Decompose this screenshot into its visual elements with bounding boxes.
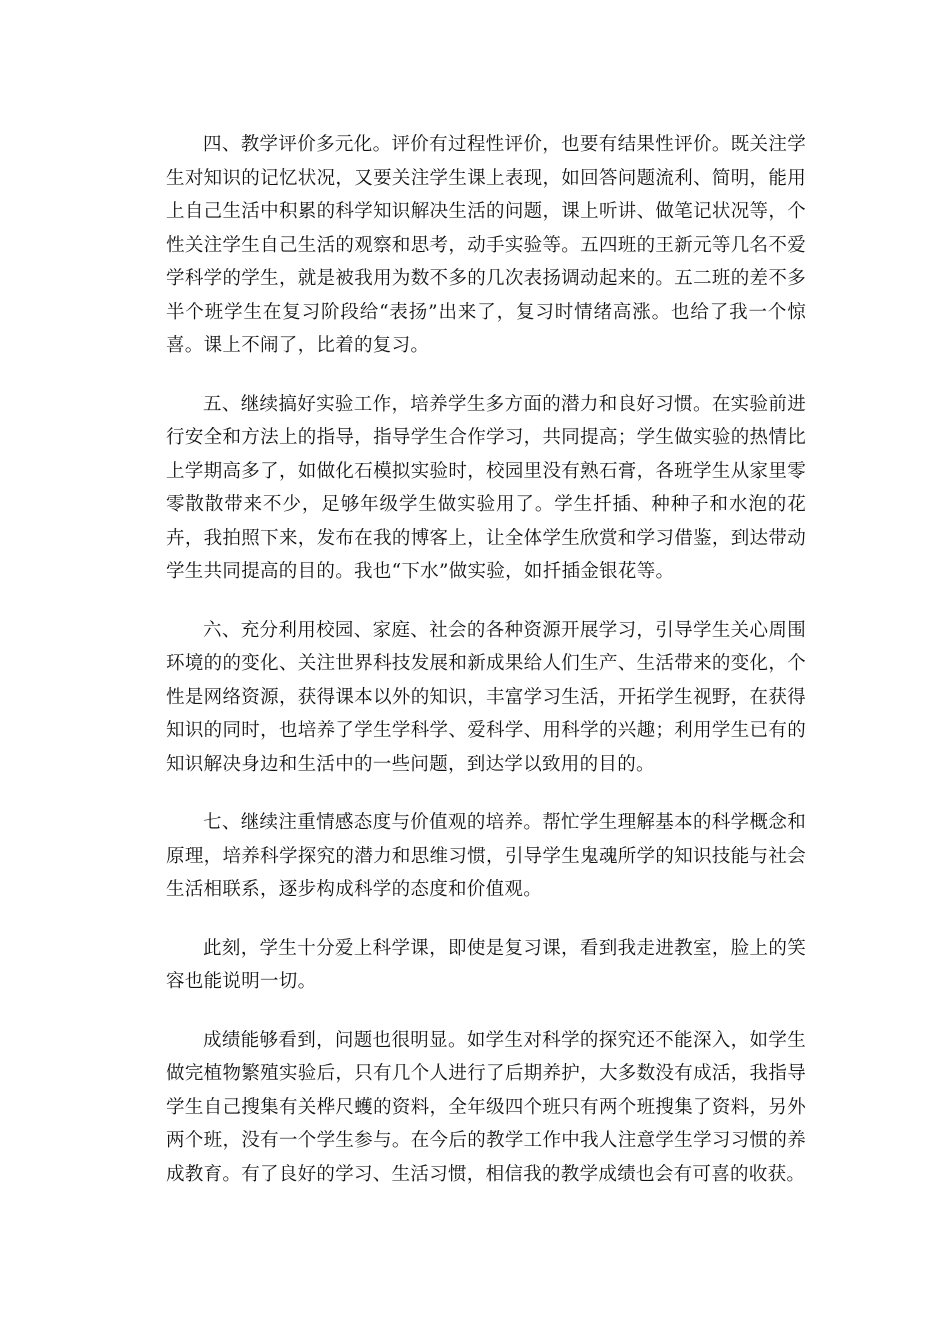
paragraph-experiments: 五、继续搞好实验工作，培养学生多方面的潜力和良好习惯。在实验前进行安全和方法上的指导，指导学生合作学习，共同提高；学生做实验的热情比上学期高多了，如做化石模拟实验时，校园里没有熟石膏，各班学生从家里零零散散带来不少，足够年级学生做实验用了。学生扦插、种种子和水泡的花卉，我拍照下来，发布在我的博客上，让全体学生欣赏和学习借鉴，到达带动学生共同提高的目的。我也“下水”做实验，如扦插金银花等。 xyxy=(166,393,806,582)
paragraph-evaluation: 四、教学评价多元化。评价有过程性评价，也要有结果性评价。既关注学生对知识的记忆状况，又要关注学生课上表现，如回答问题流利、简明，能用上自己生活中积累的科学知识解决生活的问题，课上听讲、做笔记状况等，个性关注学生自己生活的观察和思考，动手实验等。五四班的王新元等几名不爱学科学的学生，就是被我用为数不多的几次表扬调动起来的。五二班的差不多半个班学生在复习阶段给“表扬”出来了，复习时情绪高涨。也给了我一个惊喜。课上不闹了，比着的复习。 xyxy=(166,134,806,356)
paragraph-current-state: 此刻，学生十分爱上科学课，即使是复习课，看到我走进教室，脸上的笑容也能说明一切。 xyxy=(166,937,806,992)
document-body xyxy=(166,128,806,1216)
paragraph-values: 七、继续注重情感态度与价值观的培养。帮忙学生理解基本的科学概念和原理，培养科学探究的潜力和思维习惯，引导学生鬼魂所学的知识技能与社会生活相联系，逐步构成科学的态度和价值观。 xyxy=(166,812,806,900)
paragraph-resources: 六、充分利用校园、家庭、社会的各种资源开展学习，引导学生关心周围环境的的变化、关注世界科技发展和新成果给人们生产、生活带来的变化，个性是网络资源，获得课本以外的知识，丰富学习生活，开拓学生视野，在获得知识的同时，也培养了学生学科学、爱科学、用科学的兴趣；利用学生已有的知识解决身边和生活中的一些问题，到达学以致用的目的。 xyxy=(166,619,806,775)
paragraph-problems: 成绩能够看到，问题也很明显。如学生对科学的探究还不能深入，如学生做完植物繁殖实验后，只有几个人进行了后期养护，大多数没有成活，我指导学生自己搜集有关桦尺蠖的资料，全年级四个班只有两个班搜集了资料，另外两个班，没有一个学生参与。在今后的教学工作中我人注意学生学习习惯的养成教育。有了良好的学习、生活习惯，相信我的教学成绩也会有可喜的收获。 xyxy=(166,1029,806,1185)
